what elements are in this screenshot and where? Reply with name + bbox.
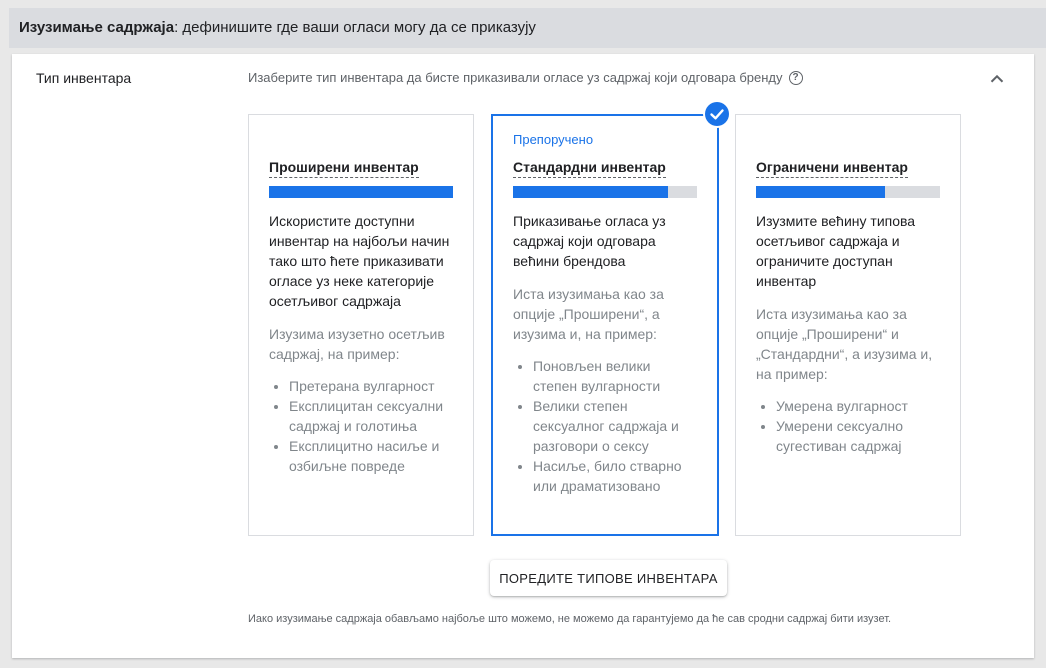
card-main-text: Изузмите већину типова осетљивог садржаја и ограничите доступан инвентар (756, 213, 916, 289)
header-title-bold: Изузимање садржаја (19, 19, 175, 36)
card-sub-text: Изузима изузетно осетљив садржај, на пример: (269, 326, 445, 362)
inventory-description (248, 70, 803, 85)
example-list (269, 376, 453, 476)
list-item: • Експлицитан сексуални садржај и голотиња (289, 396, 453, 436)
list-item: • Експлицитно насиље и озбиљне повреде (289, 436, 453, 476)
inventory-level-fill (756, 186, 885, 198)
inventory-description-text: Изаберите тип инвентара да бисте приказивали огласе уз садржај који одговара бренду (248, 70, 783, 85)
card-main-text: Приказивање огласа уз садржај који одговара већини брендова (513, 213, 666, 269)
section-header (9, 8, 1046, 48)
card-sub-text: Иста изузимања као за опције „Проширени“ и „Стандардни“, а изузима и, на пример: (756, 306, 933, 382)
list-item: • Велики степен сексуалног садржаја и разговори о сексу (533, 396, 697, 456)
card-expanded-inventory[interactable] (248, 114, 474, 536)
inventory-level-bar (756, 186, 940, 198)
recommended-label: Препоручено (513, 132, 594, 147)
header-title-rest: : дефинишите где ваши огласи могу да се приказују (174, 19, 536, 36)
inventory-panel (12, 54, 1034, 658)
list-item: • Поновљен велики степен вулгарности (533, 356, 697, 396)
inventory-type-label: Тип инвентара (36, 70, 132, 86)
inventory-level-bar (269, 186, 453, 198)
list-item: • Насиље, било стварно или драматизовано (533, 456, 697, 496)
disclaimer-footnote: Иако изузимање садржаја обављамо најбоље што можемо, не можемо да гарантујемо да ће сав сродни садржај бити изузет. (248, 613, 892, 625)
compare-inventory-types-button[interactable]: ПОРЕДИТЕ ТИПОВЕ ИНВЕНТАРА (490, 560, 727, 596)
inventory-level-bar (513, 186, 697, 198)
example-list (513, 356, 697, 496)
inventory-level-fill (269, 186, 453, 198)
list-item: • Претерана вулгарност (289, 376, 453, 396)
help-circle-icon[interactable]: ? (789, 71, 803, 85)
example-list (756, 396, 940, 456)
card-main-text: Искористите доступни инвентар на најбољи начин тако што ћете приказивати огласе уз неке категорије осетљивог садржаја (269, 213, 450, 309)
chevron-up-icon[interactable] (986, 68, 1008, 90)
list-item: • Умерени сексуално сугестиван садржај (776, 416, 940, 456)
card-sub-text: Иста изузимања као за опције „Проширени“, а изузима и, на пример: (513, 286, 664, 342)
list-item: • Умерена вулгарност (776, 396, 940, 416)
card-title: Ограничени инвентар (756, 159, 908, 178)
card-limited-inventory[interactable] (735, 114, 961, 536)
card-title: Проширени инвентар (269, 159, 419, 178)
inventory-level-fill (513, 186, 668, 198)
card-standard-inventory[interactable] (491, 114, 719, 536)
card-title: Стандардни инвентар (513, 159, 666, 178)
check-circle-icon (705, 102, 729, 126)
